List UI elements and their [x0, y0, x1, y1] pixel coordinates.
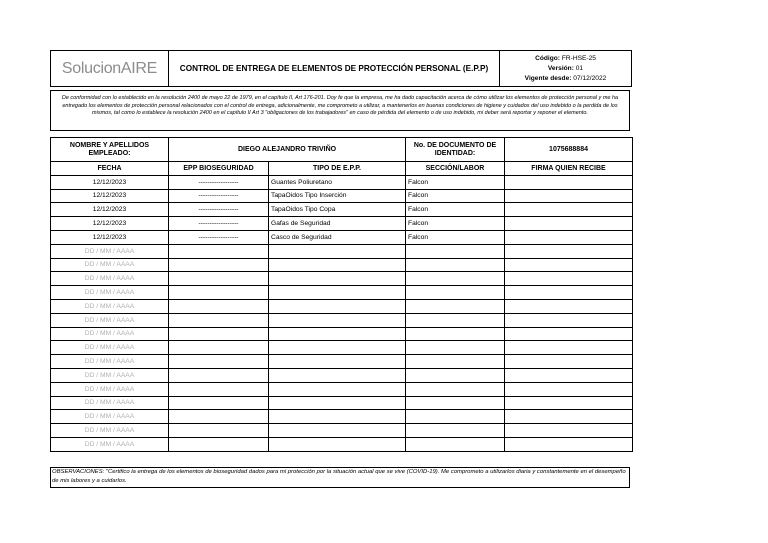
empty-table-row — [51, 299, 633, 313]
cell-tipo[interactable] — [269, 299, 406, 313]
version-label: Versión: — [547, 64, 574, 72]
empty-table-row — [51, 382, 633, 396]
cell-fecha[interactable]: DD / MM / AAAA — [51, 341, 169, 355]
col-header-epp: EPP BIOSEGURIDAD — [169, 162, 269, 176]
cell-epp[interactable] — [169, 368, 269, 382]
empty-table-row — [51, 286, 633, 300]
employee-name-label: NOMBRE Y APELLIDOS EMPLEADO: — [51, 138, 169, 162]
document-header — [50, 50, 632, 87]
employee-row — [51, 138, 633, 162]
cell-fecha[interactable]: 12/12/2023 — [51, 175, 169, 189]
empty-table-row — [51, 258, 633, 272]
empty-table-row — [51, 341, 633, 355]
cell-fecha[interactable]: DD / MM / AAAA — [51, 410, 169, 424]
cell-fecha[interactable]: DD / MM / AAAA — [51, 244, 169, 258]
cell-firma[interactable] — [505, 368, 633, 382]
empty-table-row — [51, 313, 633, 327]
cell-firma[interactable] — [505, 382, 633, 396]
cell-seccion[interactable] — [406, 410, 505, 424]
cell-tipo[interactable] — [269, 286, 406, 300]
cell-tipo[interactable] — [269, 327, 406, 341]
cell-seccion[interactable]: Falcon — [406, 175, 505, 189]
cell-fecha[interactable]: DD / MM / AAAA — [51, 299, 169, 313]
document-title: CONTROL DE ENTREGA DE ELEMENTOS DE PROTECCIÓN PERSONAL (E.P.P) — [169, 51, 500, 87]
cell-epp[interactable]: ------------------ — [169, 230, 269, 244]
cell-firma[interactable] — [505, 203, 633, 217]
cell-epp[interactable] — [169, 396, 269, 410]
employee-name-value[interactable]: DIEGO ALEJANDRO TRIVIÑO — [169, 138, 406, 162]
table-header-row — [51, 162, 633, 176]
cell-fecha[interactable]: DD / MM / AAAA — [51, 437, 169, 451]
cell-epp[interactable] — [169, 258, 269, 272]
cell-seccion[interactable]: Falcon — [406, 189, 505, 203]
cell-firma[interactable] — [505, 410, 633, 424]
table-row — [51, 217, 633, 231]
cell-fecha[interactable]: DD / MM / AAAA — [51, 313, 169, 327]
cell-epp[interactable] — [169, 327, 269, 341]
col-header-fecha: FECHA — [51, 162, 169, 176]
cell-firma[interactable] — [505, 217, 633, 231]
col-header-firma: FIRMA QUIEN RECIBE — [505, 162, 633, 176]
empty-table-row — [51, 437, 633, 451]
cell-firma[interactable] — [505, 286, 633, 300]
cell-firma[interactable] — [505, 396, 633, 410]
code-label: Código: — [535, 54, 560, 62]
cell-seccion[interactable] — [406, 299, 505, 313]
cell-tipo[interactable] — [269, 313, 406, 327]
cell-tipo[interactable] — [269, 368, 406, 382]
cell-tipo[interactable] — [269, 355, 406, 369]
table-body — [51, 175, 633, 451]
cell-fecha[interactable]: DD / MM / AAAA — [51, 355, 169, 369]
table-row — [51, 203, 633, 217]
empty-table-row — [51, 272, 633, 286]
cell-fecha[interactable]: DD / MM / AAAA — [51, 396, 169, 410]
col-header-seccion: SECCIÓN/LABOR — [406, 162, 505, 176]
empty-table-row — [51, 424, 633, 438]
epp-table — [50, 137, 633, 452]
code-value: FR-HSE-25 — [561, 54, 596, 62]
cell-fecha[interactable]: 12/12/2023 — [51, 203, 169, 217]
empty-table-row — [51, 244, 633, 258]
cell-fecha[interactable]: DD / MM / AAAA — [51, 382, 169, 396]
cell-firma[interactable] — [505, 189, 633, 203]
cell-firma[interactable] — [505, 230, 633, 244]
valid-value: 07/12/2022 — [573, 74, 607, 82]
cell-tipo[interactable]: Casco de Seguridad — [269, 230, 406, 244]
cell-seccion[interactable] — [406, 244, 505, 258]
cell-firma[interactable] — [505, 175, 633, 189]
cell-tipo[interactable] — [269, 410, 406, 424]
cell-tipo[interactable]: TapaOidos Tipo Inserción — [269, 189, 406, 203]
cell-epp[interactable]: ------------------ — [169, 217, 269, 231]
cell-epp[interactable] — [169, 341, 269, 355]
cell-seccion[interactable]: Falcon — [406, 203, 505, 217]
cell-firma[interactable] — [505, 272, 633, 286]
cell-tipo[interactable] — [269, 258, 406, 272]
cell-firma[interactable] — [505, 437, 633, 451]
cell-seccion[interactable]: Falcon — [406, 230, 505, 244]
employee-doc-value[interactable]: 1075688884 — [505, 138, 633, 162]
empty-table-row — [51, 368, 633, 382]
cell-firma[interactable] — [505, 327, 633, 341]
cell-epp[interactable]: ------------------ — [169, 175, 269, 189]
cell-epp[interactable] — [169, 355, 269, 369]
col-header-tipo: TIPO DE E.P.P. — [269, 162, 406, 176]
observations: OBSERVACIONES: "Certifico la entrega de los elementos de bioseguridad dados para mi protección por la situación actual que se vive (COVID-19). Me comprometo a utilizarlos diaria y constantemente en el desempeño de mis labores y a cuidarlos. — [50, 467, 630, 488]
intro-statement: De conformidad con lo establecido en la resolución 2400 de mayo 22 de 1979, en el capítulo II, Art 176-201. Doy fe que la empresa, me ha dado capacitación acerca de cómo utilizar los elementos de protección personal y me ha entregado los elementos de protección personal relacionados con el control de entrega, adicionalmente, me comprometo a utilizar, a mantenerlos en buenas condiciones de higiene y cuidados del uso indebido o la perdida de los mismos, tal como lo establece la resolución 2400 en el capítulo II Art 3 "obligaciones de los trabajadores" en caso de pérdida del elemento o de uso indebido, mi deber será reportar y reponer el elemento. — [50, 90, 630, 131]
cell-fecha[interactable]: 12/12/2023 — [51, 189, 169, 203]
cell-fecha[interactable]: 12/12/2023 — [51, 230, 169, 244]
cell-seccion[interactable] — [406, 327, 505, 341]
cell-epp[interactable] — [169, 272, 269, 286]
cell-fecha[interactable]: 12/12/2023 — [51, 217, 169, 231]
document-meta — [500, 51, 632, 87]
cell-fecha[interactable]: DD / MM / AAAA — [51, 272, 169, 286]
cell-epp[interactable] — [169, 299, 269, 313]
cell-tipo[interactable] — [269, 341, 406, 355]
table-row — [51, 175, 633, 189]
cell-epp[interactable] — [169, 410, 269, 424]
logo-cell — [51, 51, 169, 87]
cell-seccion[interactable] — [406, 355, 505, 369]
cell-epp[interactable] — [169, 313, 269, 327]
cell-tipo[interactable] — [269, 396, 406, 410]
cell-firma[interactable] — [505, 355, 633, 369]
cell-fecha[interactable]: DD / MM / AAAA — [51, 286, 169, 300]
cell-tipo[interactable] — [269, 437, 406, 451]
cell-seccion[interactable] — [406, 272, 505, 286]
cell-fecha[interactable]: DD / MM / AAAA — [51, 327, 169, 341]
cell-seccion[interactable]: Falcon — [406, 217, 505, 231]
empty-table-row — [51, 355, 633, 369]
cell-tipo[interactable] — [269, 244, 406, 258]
cell-firma[interactable] — [505, 313, 633, 327]
valid-label: Vigente desde: — [524, 74, 572, 82]
cell-epp[interactable] — [169, 382, 269, 396]
cell-fecha[interactable]: DD / MM / AAAA — [51, 258, 169, 272]
version-value: 01 — [575, 64, 584, 72]
cell-seccion[interactable] — [406, 286, 505, 300]
cell-epp[interactable] — [169, 244, 269, 258]
cell-tipo[interactable]: TapaOidos Tipo Copa — [269, 203, 406, 217]
employee-doc-label: No. DE DOCUMENTO DE IDENTIDAD: — [406, 138, 505, 162]
cell-firma[interactable] — [505, 258, 633, 272]
empty-table-row — [51, 410, 633, 424]
cell-seccion[interactable] — [406, 382, 505, 396]
cell-tipo[interactable] — [269, 382, 406, 396]
cell-seccion[interactable] — [406, 396, 505, 410]
empty-table-row — [51, 327, 633, 341]
cell-tipo[interactable]: Guantes Poliuretano — [269, 175, 406, 189]
cell-epp[interactable] — [169, 424, 269, 438]
company-logo: SolucionAIRE — [61, 59, 158, 77]
cell-epp[interactable]: ------------------ — [169, 189, 269, 203]
cell-fecha[interactable]: DD / MM / AAAA — [51, 368, 169, 382]
cell-seccion[interactable] — [406, 424, 505, 438]
table-row — [51, 189, 633, 203]
cell-epp[interactable] — [169, 437, 269, 451]
cell-firma[interactable] — [505, 341, 633, 355]
cell-firma[interactable] — [505, 299, 633, 313]
cell-tipo[interactable]: Gafas de Seguridad — [269, 217, 406, 231]
cell-epp[interactable]: ------------------ — [169, 203, 269, 217]
cell-tipo[interactable] — [269, 272, 406, 286]
cell-tipo[interactable] — [269, 424, 406, 438]
cell-firma[interactable] — [505, 424, 633, 438]
cell-seccion[interactable] — [406, 258, 505, 272]
table-row — [51, 230, 633, 244]
cell-seccion[interactable] — [406, 437, 505, 451]
cell-fecha[interactable]: DD / MM / AAAA — [51, 424, 169, 438]
cell-seccion[interactable] — [406, 313, 505, 327]
cell-firma[interactable] — [505, 244, 633, 258]
cell-seccion[interactable] — [406, 341, 505, 355]
empty-table-row — [51, 396, 633, 410]
cell-epp[interactable] — [169, 286, 269, 300]
cell-seccion[interactable] — [406, 368, 505, 382]
